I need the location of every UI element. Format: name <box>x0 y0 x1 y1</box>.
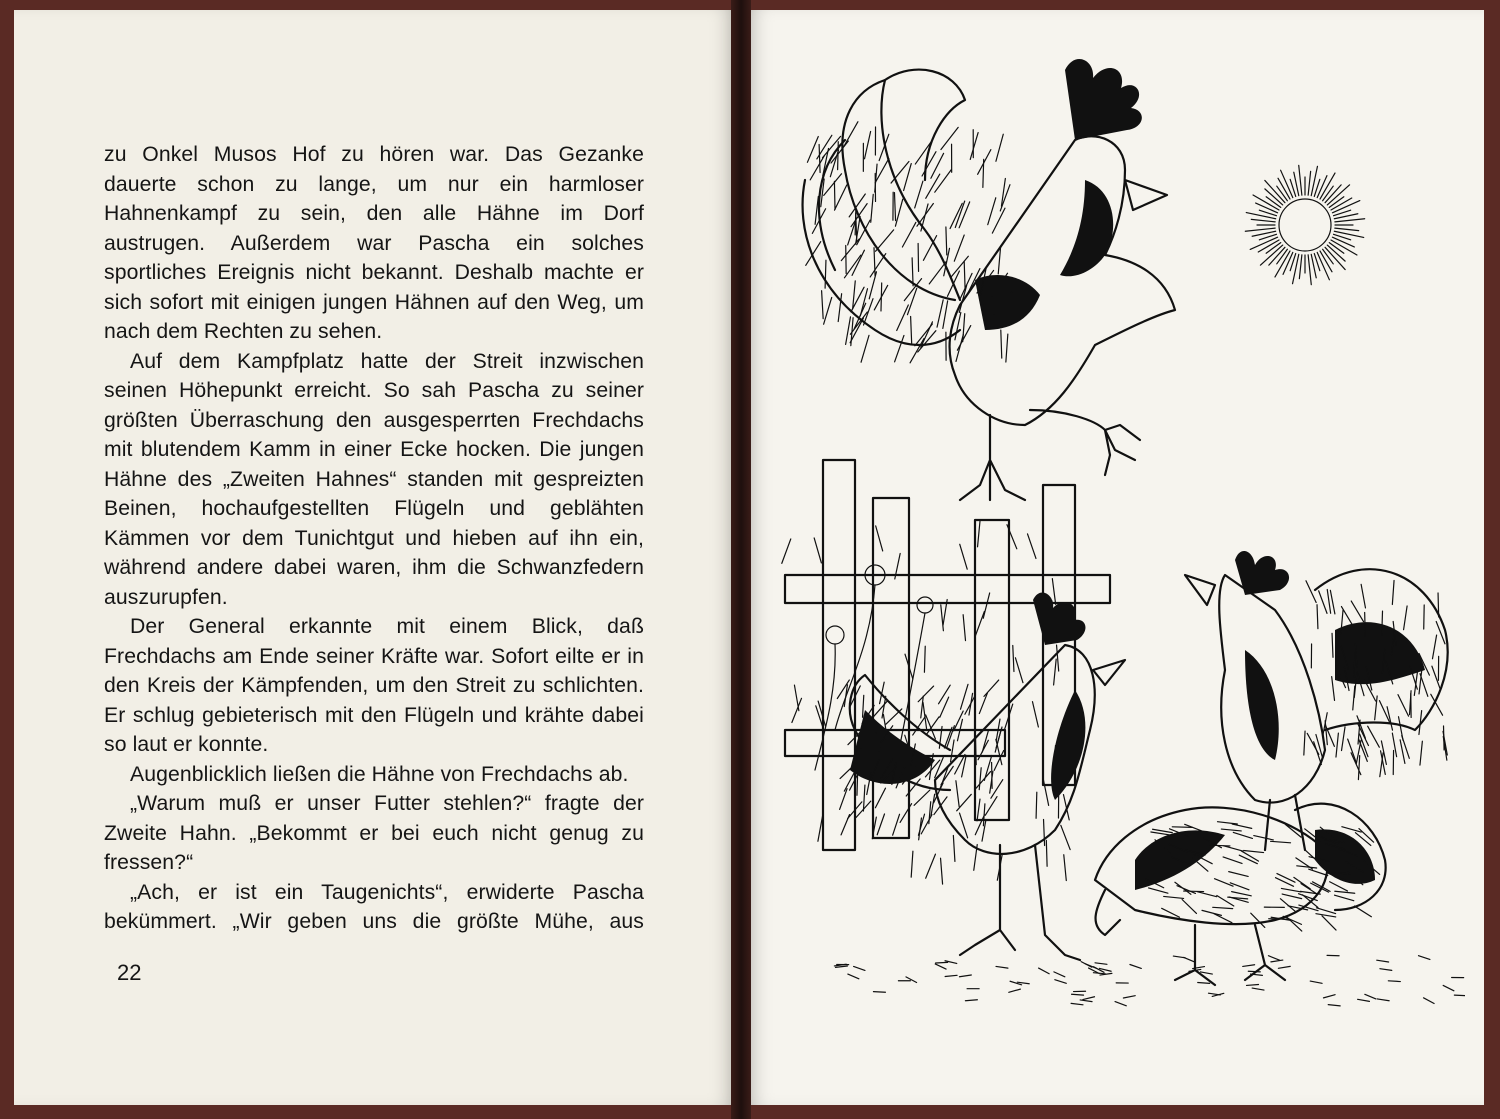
paragraph: Auf dem Kampfplatz hatte der Streit inzwischen seinen Höhepunkt erreicht. So sah Pascha zu seiner größten Überraschung den ausgesperrten Frechdachs mit blutendem Kamm in einer Ecke hocken. Die jungen Hähne des „Zweiten Hahnes“ standen mit gespreizten Beinen, hochaufgestellten Flügeln und geblähten Kämmen vor dem Tunichtgut und hieben auf ihn ein, während andere dabei waren, ihm die Schwanzfedern auszurupfen. <box>104 349 644 609</box>
book-gutter <box>731 0 751 1119</box>
paragraph: „Ach, er ist ein Taugenichts“, erwiderte Pascha bekümmert. „Wir geben uns die größte Mühe, aus <box>104 880 644 933</box>
body-text <box>104 140 644 937</box>
rooster-on-fence <box>803 59 1175 500</box>
paragraph: zu Onkel Musos Hof zu hören war. Das Gezanke dauerte schon zu lange, um nur ein harmloser Hahnenkampf zu sein, den alle Hähne im Dorf austrugen. Außerdem war Pascha ein solches sportliches Ereignis nicht bekannt. Deshalb machte er sich sofort mit einigen jungen Hähnen auf den Weg, um nach dem Rechten zu sehen. <box>104 143 644 343</box>
ground <box>834 955 1465 1005</box>
paragraph: Augenblicklich ließen die Hähne von Frechdachs ab. <box>130 762 629 786</box>
rooster-right <box>1185 551 1448 850</box>
sun-icon <box>1245 165 1364 284</box>
rooster-left <box>837 592 1125 960</box>
paragraph: Der General erkannte mit einem Blick, daß Frechdachs am Ende seiner Kräfte war. Sofort eilte er in den Kreis der Kämpfenden, um den Streit zu schlichten. Er schlug gebieterisch mit den Flügeln und krähte dabei so laut er konnte. <box>104 615 644 756</box>
page-number: 22 <box>117 960 142 985</box>
paragraph: „Warum muß er unser Futter stehlen?“ fragte der Zweite Hahn. „Bekommt er bei euch nicht genug zu fressen?“ <box>104 792 644 874</box>
rooster-on-fence-illustration <box>775 30 1465 1020</box>
rooster-pecking <box>1095 804 1386 985</box>
